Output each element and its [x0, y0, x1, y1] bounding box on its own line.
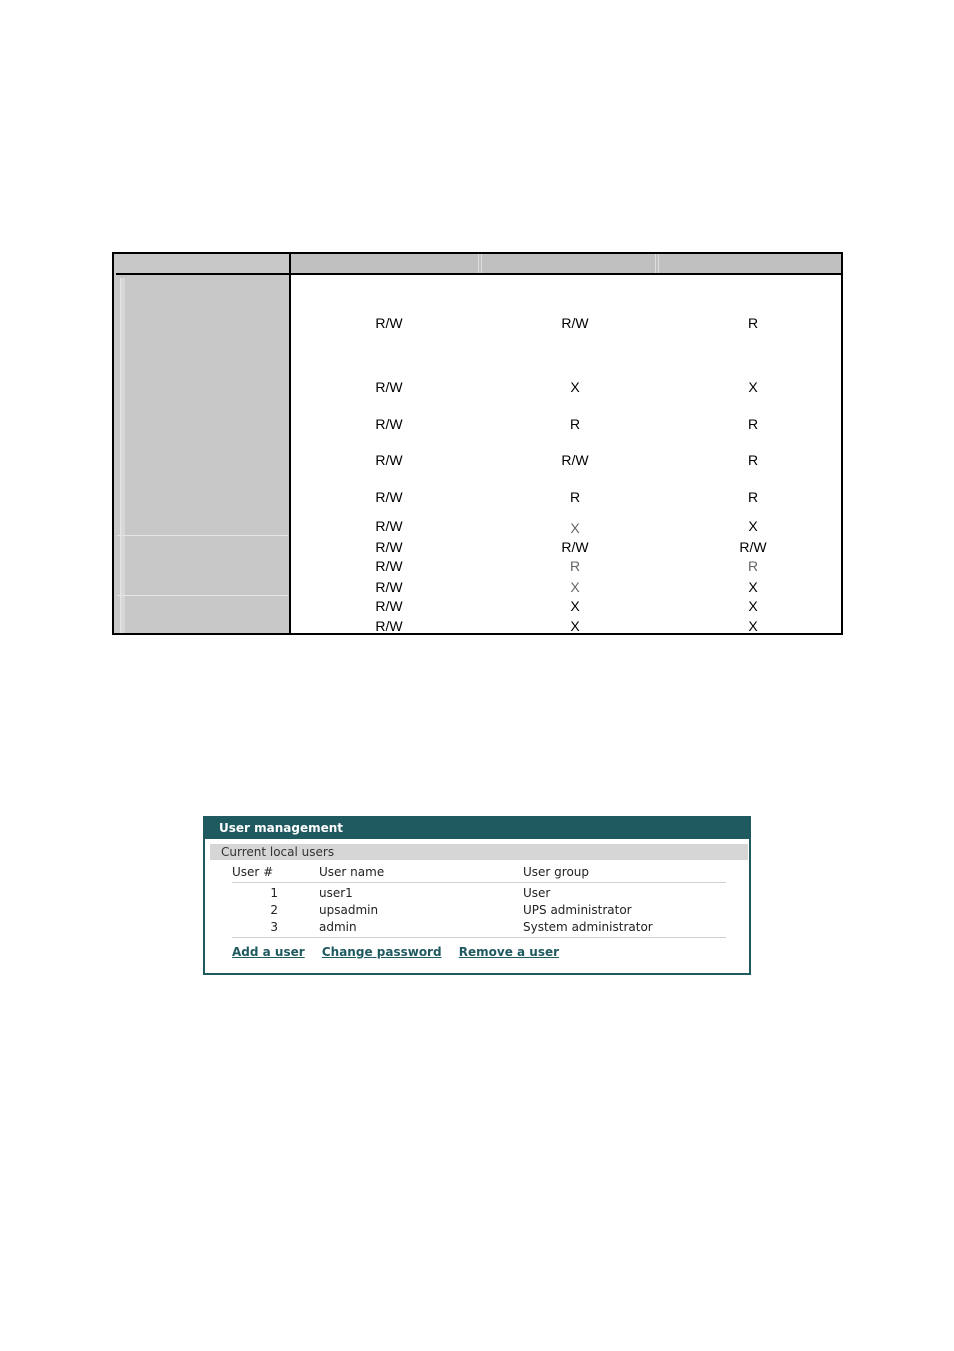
- user-name: upsadmin: [319, 903, 379, 917]
- perm-cell: X: [748, 579, 758, 595]
- user-name: admin: [319, 920, 357, 934]
- perm-cell: X: [570, 598, 580, 614]
- permissions-table: [112, 252, 843, 635]
- perm-cell: R/W: [375, 379, 403, 395]
- perm-cell: R: [747, 315, 759, 331]
- users-table-header: [232, 864, 726, 881]
- perm-cell: R/W: [375, 539, 403, 555]
- table-row[interactable]: [232, 919, 726, 936]
- header-separator: [655, 254, 659, 273]
- col-header-user-group: User group: [523, 865, 590, 879]
- perm-cell: X: [570, 520, 580, 536]
- perm-cell: X: [748, 618, 758, 634]
- user-group: UPS administrator: [523, 903, 632, 917]
- user-group: System administrator: [523, 920, 653, 934]
- perm-cell: R: [569, 489, 581, 505]
- perm-cell: R: [569, 558, 581, 574]
- perm-cell: R/W: [375, 618, 403, 634]
- perm-cell: R: [747, 558, 759, 574]
- user-num: 3: [270, 920, 278, 934]
- perm-cell: R/W: [375, 489, 403, 505]
- perm-cell: R/W: [375, 558, 403, 574]
- perm-cell: X: [748, 379, 758, 395]
- perm-cell: R/W: [375, 452, 403, 468]
- perm-cell: R: [747, 452, 759, 468]
- table-row[interactable]: [232, 885, 726, 902]
- perm-cell: R/W: [375, 579, 403, 595]
- perm-cell: R/W: [375, 416, 403, 432]
- section-header: Current local users: [210, 844, 748, 860]
- footer-rule: [232, 937, 726, 938]
- col-header-user-name: User name: [319, 865, 385, 879]
- permissions-label-column: [114, 254, 291, 633]
- perm-cell: R/W: [561, 539, 589, 555]
- perm-cell: R/W: [561, 315, 589, 331]
- header-rule: [232, 882, 726, 883]
- user-name: user1: [319, 886, 353, 900]
- permissions-header-bar: [291, 254, 841, 275]
- perm-cell: R/W: [561, 452, 589, 468]
- group-divider: [117, 535, 288, 536]
- user-group: User: [523, 886, 551, 900]
- perm-cell: X: [570, 379, 580, 395]
- header-separator: [478, 254, 482, 273]
- perm-cell: R: [747, 416, 759, 432]
- user-num: 1: [270, 886, 278, 900]
- perm-cell: R/W: [375, 598, 403, 614]
- table-row[interactable]: [232, 902, 726, 919]
- perm-cell: R/W: [375, 518, 403, 534]
- user-management-panel: [203, 816, 751, 975]
- col-header-user-num: User #: [232, 865, 274, 879]
- perm-cell: X: [748, 598, 758, 614]
- user-num: 2: [270, 903, 278, 917]
- change-password-link[interactable]: Change password: [321, 945, 442, 959]
- perm-cell: R/W: [375, 315, 403, 331]
- perm-cell: R: [569, 416, 581, 432]
- label-column-edge: [120, 278, 125, 633]
- add-user-link[interactable]: Add a user: [232, 945, 305, 959]
- group-divider: [117, 595, 288, 596]
- perm-cell: X: [570, 579, 580, 595]
- user-actions: [232, 945, 572, 959]
- perm-cell: X: [570, 618, 580, 634]
- label-column-header: [116, 256, 289, 275]
- remove-user-link[interactable]: Remove a user: [458, 945, 560, 959]
- perm-cell: R: [747, 489, 759, 505]
- perm-cell: X: [748, 518, 758, 534]
- panel-title: User management: [205, 818, 749, 839]
- perm-cell: R/W: [739, 539, 767, 555]
